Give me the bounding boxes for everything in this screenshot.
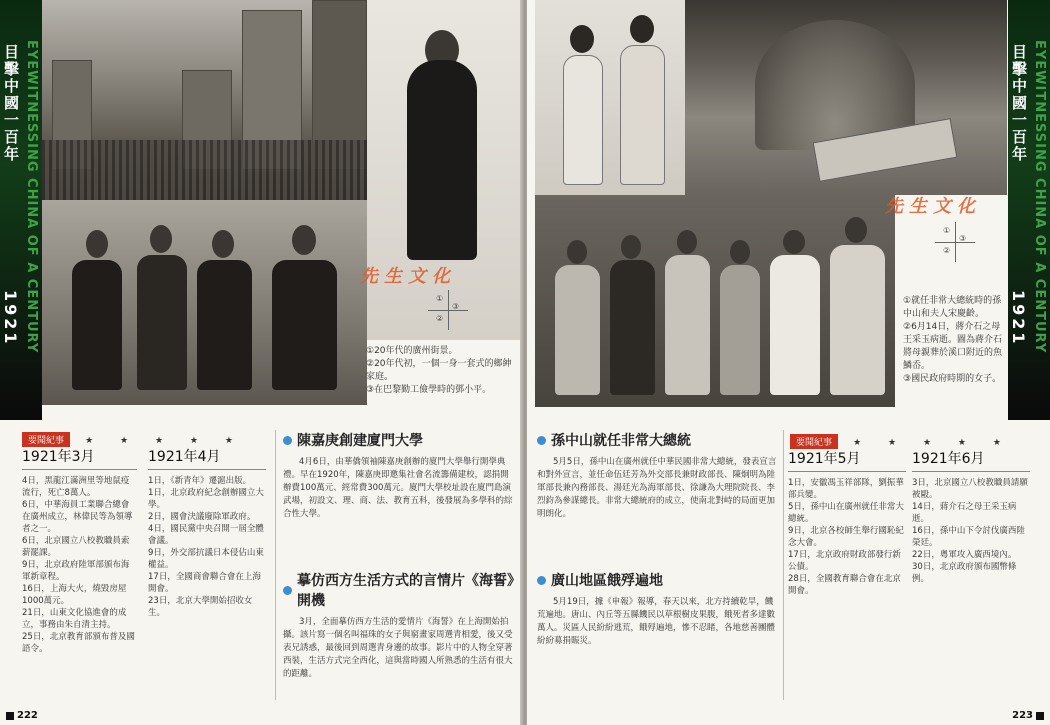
chronicle-june-list: 3日，北京國立八校教職員請願被毆。 14日，蔣介石之母王采玉病逝。 16日，孫中山下令討伐廣西陸榮廷。 22日，粵軍攻入廣西境內。 30日，北京政府頒布國幣條例。 xyxy=(912,478,1028,584)
article-sun-title: 孫中山就任非常大總統 xyxy=(551,433,691,449)
chronicle-may xyxy=(788,448,906,597)
bullet-dot-icon xyxy=(283,586,292,595)
sidebar-title-en-right: EYEWITNESSING CHINA OF A CENTURY xyxy=(1032,40,1047,354)
article-famine-title: 廣山地區餓殍遍地 xyxy=(551,573,663,589)
article-film-body: 3月，全面摹仿西方生活的愛情片《海誓》在上海開始拍攝。該片寫一個名叫福珠的女子與窮畫家周選青相愛，後又受表兄誘惑，最後回到周選青身邊的故事。影片中的人物全穿著西裝，生活方式完全西化，這與當時國人所熟悉的生活有很大的距離。 xyxy=(283,617,513,679)
chronicle-may-heading: 1921年5月 xyxy=(788,451,861,467)
photo-gentry-family xyxy=(42,200,367,405)
chronicle-march xyxy=(22,446,137,655)
chronicle-april xyxy=(148,446,266,619)
chronicle-june xyxy=(912,448,1030,585)
photo-reference-diagram-left: ① ② ③ xyxy=(428,290,468,330)
bullet-dot-icon xyxy=(537,576,546,585)
chronicle-badge: 要聞紀事 xyxy=(22,432,70,447)
chronicle-june-heading: 1921年6月 xyxy=(912,451,985,467)
left-page xyxy=(0,0,523,725)
sidebar-left xyxy=(0,0,42,420)
photo-tomb-of-wang-caiyu xyxy=(685,0,1007,195)
photo-deng-xiaoping xyxy=(367,0,520,340)
photo-captions-right: ①就任非常大總統時的孫中山和夫人宋慶齡。 ②6月14日，蔣介石之母王采玉病逝。圖為蔣介石將母親葬於溪口附近的魚鱗岙。 ③國民政府時期的女子。 xyxy=(903,296,1003,384)
sidebar-right xyxy=(1008,0,1050,420)
article-sun-body: 5月5日，孫中山在廣州就任中華民國非常大總統，發表宣言和對外宣言，並任命伍廷芳為外交部長兼財政部長、陳炯明為陸軍部長兼內務部長、湯廷光為海軍部長、徐謙為大理院院長、李烈鈞為參謀總長。非常大總統府的成立，使南北對峙的局面更加明朗化。 xyxy=(537,457,777,519)
photo-credit-stamp-left: 先生文化 xyxy=(360,266,456,287)
chronicle-may-list: 1日，安徽馮玉祥部隊，劉振華部兵變。 5日，孫中山在廣州就任非常大總統。 9日，北京各校師生舉行國恥紀念大會。 17日，北京政府財政部發行新公債。 28日，全國教育聯合會在北京開會。 xyxy=(788,478,904,596)
article-famine-body: 5月19日，據《申報》報導，春天以來，北方持續乾旱，饑荒遍地。唐山、內丘等五縣饑民以草根樹皮果腹，餓死者多達數萬人。災區人民紛紛逃荒，餓殍遍地，慘不忍睹，各地慈善團體紛紛募捐賑災。 xyxy=(537,597,776,646)
chronicle-march-list: 4日，黑龍江滿洲里等地鼠疫流行，死亡8萬人。 6日，中華海員工業聯合總會在廣州成立，林偉民等為領導者之一。 6日，北京國立八校教職員索薪罷課。 9日，北京政府陸軍部頒布海軍新章程。 16日，上海大火，燒毀房屋1000萬元。 21日，山東文化協進會的成立，事務由朱自清主持。 25日，北京教育部頒布普及國語令。 xyxy=(22,476,135,654)
chronicle-stars-right: ★ ★ ★ ★ ★ xyxy=(853,438,1013,448)
photo-credit-stamp-right: 先生文化 xyxy=(885,196,981,217)
page-number-left: 222 xyxy=(6,710,38,721)
chronicle-april-list: 1日，《新青年》遷滬出版。 1日，北京政府紀念創辦國立大學。 2日，國會決議廢除軍政府。 4日，國民黨中央召開一屆全體會議。 9日，外交部抗議日本侵佔山東權益。 17日，全國商會聯合會在上海開會。 23日，北京大學開始招收女生。 xyxy=(148,476,264,618)
sidebar-year-right: 1921 xyxy=(1009,290,1028,347)
chronicle-box-right xyxy=(790,430,1030,449)
bullet-dot-icon xyxy=(283,436,292,445)
chronicle-march-heading: 1921年3月 xyxy=(22,449,95,465)
photo-guangzhou-street xyxy=(42,0,367,200)
photo-republican-women xyxy=(535,195,895,407)
photo-captions-left: ①20年代的廣州街景。 ②20年代初，一個一身一套式的鄉紳家庭。 ③在巴黎勤工儉學時的鄧小平。 xyxy=(366,346,512,395)
column-divider-right xyxy=(783,430,784,700)
chronicle-stars: ★ ★ ★ ★ ★ xyxy=(85,436,245,446)
chronicle-badge-right: 要聞紀事 xyxy=(790,434,838,449)
sidebar-title-zh-right: 目擊中國一百年 xyxy=(1010,44,1028,163)
sidebar-title-zh: 目擊中國一百年 xyxy=(2,44,20,163)
photo-sun-yatsen-couple xyxy=(535,0,685,195)
article-xiamen-body: 4月6日，由華僑領袖陳嘉庚創辦的廈門大學舉行開學典禮。早在1920年，陳嘉庚即邀集社會名流籌備建校，認捐開辦費100萬元、經常費300萬元。廈門大學校址設在廈門島演武場，初設文、理、商、法、教育五科，後發展為多學科的綜合性大學。 xyxy=(283,457,513,519)
sidebar-year: 1921 xyxy=(1,290,20,347)
article-film-haishi xyxy=(283,570,515,681)
article-xiamen-title: 陳嘉庚創建廈門大學 xyxy=(297,433,423,449)
photo-reference-diagram-right: ① ② ③ xyxy=(935,222,975,262)
bullet-dot-icon xyxy=(537,436,546,445)
chronicle-april-heading: 1921年4月 xyxy=(148,449,221,465)
sidebar-title-en: EYEWITNESSING CHINA OF A CENTURY xyxy=(24,40,39,354)
chronicle-box-left xyxy=(22,428,262,447)
column-divider xyxy=(275,430,276,700)
article-sun-yatsen xyxy=(537,430,777,521)
article-famine xyxy=(537,570,777,648)
page-number-right: 223 xyxy=(1012,710,1044,721)
article-film-title: 摹仿西方生活方式的言情片《海誓》開機 xyxy=(297,573,514,609)
article-xiamen-university xyxy=(283,430,515,521)
